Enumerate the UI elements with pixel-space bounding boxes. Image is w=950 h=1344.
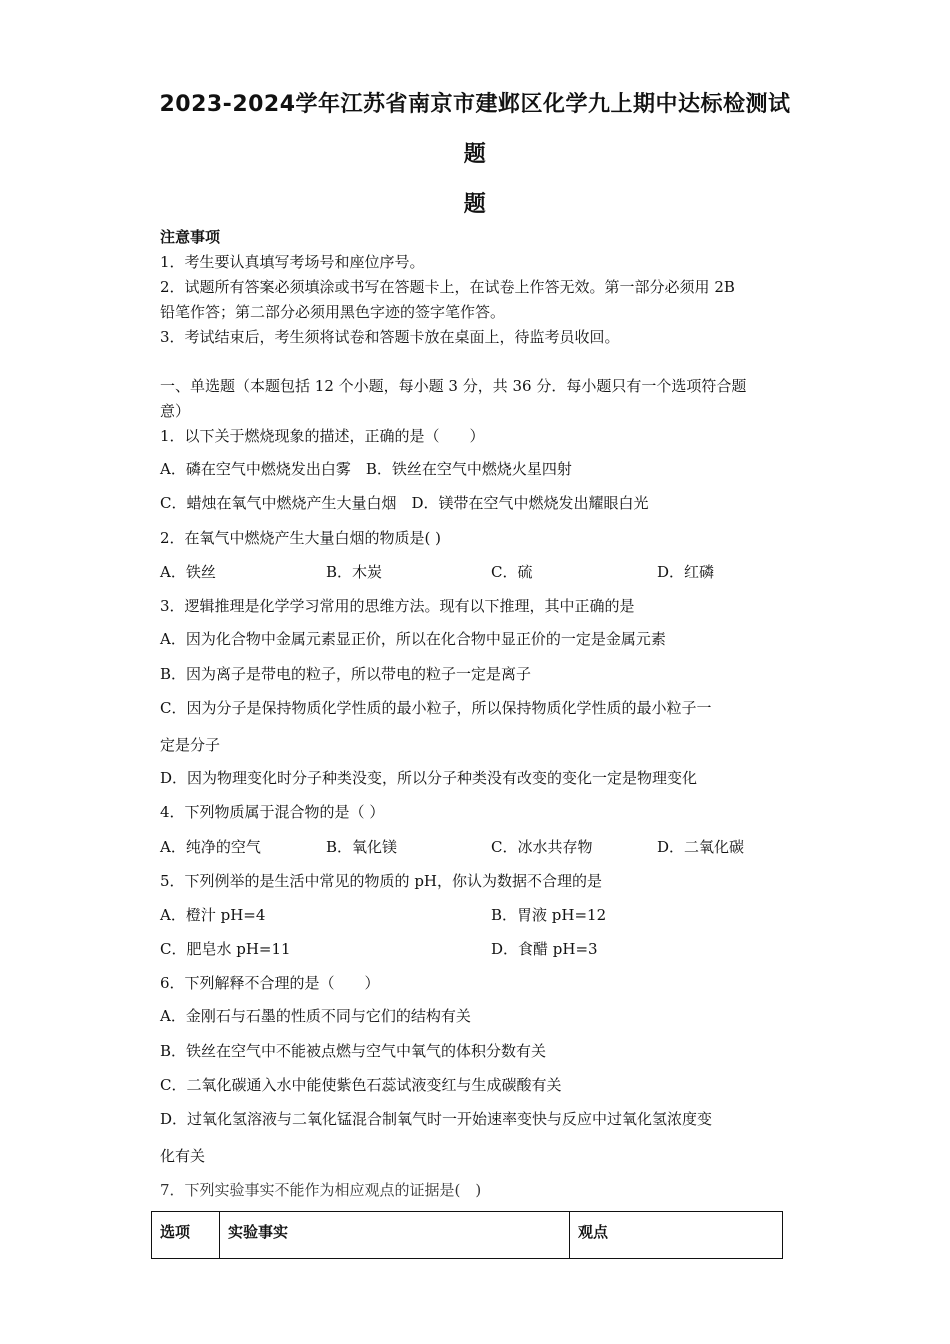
section1-heading-cont: 意）: [160, 402, 191, 420]
q2-stem: 2．在氧气中燃烧产生大量白烟的物质是( ): [160, 529, 442, 547]
q6-option-d-cont: 化有关: [160, 1147, 206, 1165]
notice-item-2-cont: 铅笔作答；第二部分必须用黑色字迹的签字笔作答。: [160, 303, 506, 321]
q3-option-c-cont: 定是分子: [160, 736, 221, 754]
q6-option-a: A．金刚石与石墨的性质不同与它们的结构有关: [160, 1007, 471, 1025]
q4-option-b: B．氧化镁: [326, 838, 398, 856]
exam-title-line3: 题: [463, 192, 487, 217]
q7-table-header-row: [152, 1212, 783, 1259]
notice-heading: 注意事项: [160, 228, 221, 246]
q2-option-c: C．硫: [491, 563, 533, 581]
q3-option-a: A．因为化合物中金属元素显正价，所以在化合物中显正价的一定是金属元素: [160, 630, 666, 648]
q3-option-b: B．因为离子是带电的粒子，所以带电的粒子一定是离子: [160, 665, 532, 683]
q5-option-c: C．肥皂水 pH=11: [160, 940, 291, 958]
q7-header-fact: 实验事实: [220, 1212, 570, 1259]
q6-option-d: D．过氧化氢溶液与二氧化锰混合制氧气时一开始速率变快与反应中过氧化氢浓度变: [160, 1110, 713, 1128]
q2-option-b: B．木炭: [326, 563, 383, 581]
notice-item-3: 3．考试结束后，考生须将试卷和答题卡放在桌面上，待监考员收回。: [160, 328, 620, 346]
q6-stem: 6．下列解释不合理的是（ ）: [160, 974, 380, 992]
q3-stem: 3．逻辑推理是化学学习常用的思维方法。现有以下推理，其中正确的是: [160, 597, 635, 615]
q3-option-d: D．因为物理变化时分子种类没变，所以分子种类没有改变的变化一定是物理变化: [160, 769, 698, 787]
q2-option-a: A．铁丝: [160, 563, 216, 581]
q1-options-cd: C．蜡烛在氧气中燃烧产生大量白烟 D．镁带在空气中燃烧发出耀眼白光: [160, 494, 649, 512]
q2-option-d: D．红磷: [657, 563, 715, 581]
exam-title-line1: 2023-2024学年江苏省南京市建邺区化学九上期中达标检测试: [159, 92, 791, 117]
notice-item-1: 1．考生要认真填写考场号和座位序号。: [160, 253, 425, 271]
q4-option-d: D．二氧化碳: [657, 838, 745, 856]
q7-header-option: 选项: [152, 1212, 220, 1259]
q7-stem: 7．下列实验事实不能作为相应观点的证据是( ): [160, 1181, 482, 1199]
exam-title-line2: 题: [463, 142, 487, 167]
q7-header-viewpoint: 观点: [570, 1212, 783, 1259]
notice-item-2: 2．试题所有答案必须填涂或书写在答题卡上，在试卷上作答无效。第一部分必须用 2B: [160, 278, 735, 296]
q5-stem: 5．下列例举的是生活中常见的物质的 pH，你认为数据不合理的是: [160, 872, 602, 890]
q5-option-d: D．食醋 pH=3: [491, 940, 598, 958]
q5-option-a: A．橙汁 pH=4: [160, 906, 266, 924]
q4-option-c: C．冰水共存物: [491, 838, 593, 856]
q3-option-c: C．因为分子是保持物质化学性质的最小粒子，所以保持物质化学性质的最小粒子一: [160, 699, 712, 717]
q6-option-b: B．铁丝在空气中不能被点燃与空气中氧气的体积分数有关: [160, 1042, 547, 1060]
q1-stem: 1．以下关于燃烧现象的描述，正确的是（ ）: [160, 427, 485, 445]
q4-option-a: A．纯净的空气: [160, 838, 261, 856]
q4-stem: 4．下列物质属于混合物的是（ ）: [160, 803, 385, 821]
q1-options-ab: A．磷在空气中燃烧发出白雾 B．铁丝在空气中燃烧火星四射: [160, 460, 572, 478]
section1-heading: 一、单选题（本题包括 12 个小题，每小题 3 分，共 36 分．每小题只有一个选项符合题: [160, 377, 747, 395]
q5-option-b: B．胃液 pH=12: [491, 906, 607, 924]
q6-option-c: C．二氧化碳通入水中能使紫色石蕊试液变红与生成碳酸有关: [160, 1076, 562, 1094]
q7-table: [151, 1211, 783, 1259]
